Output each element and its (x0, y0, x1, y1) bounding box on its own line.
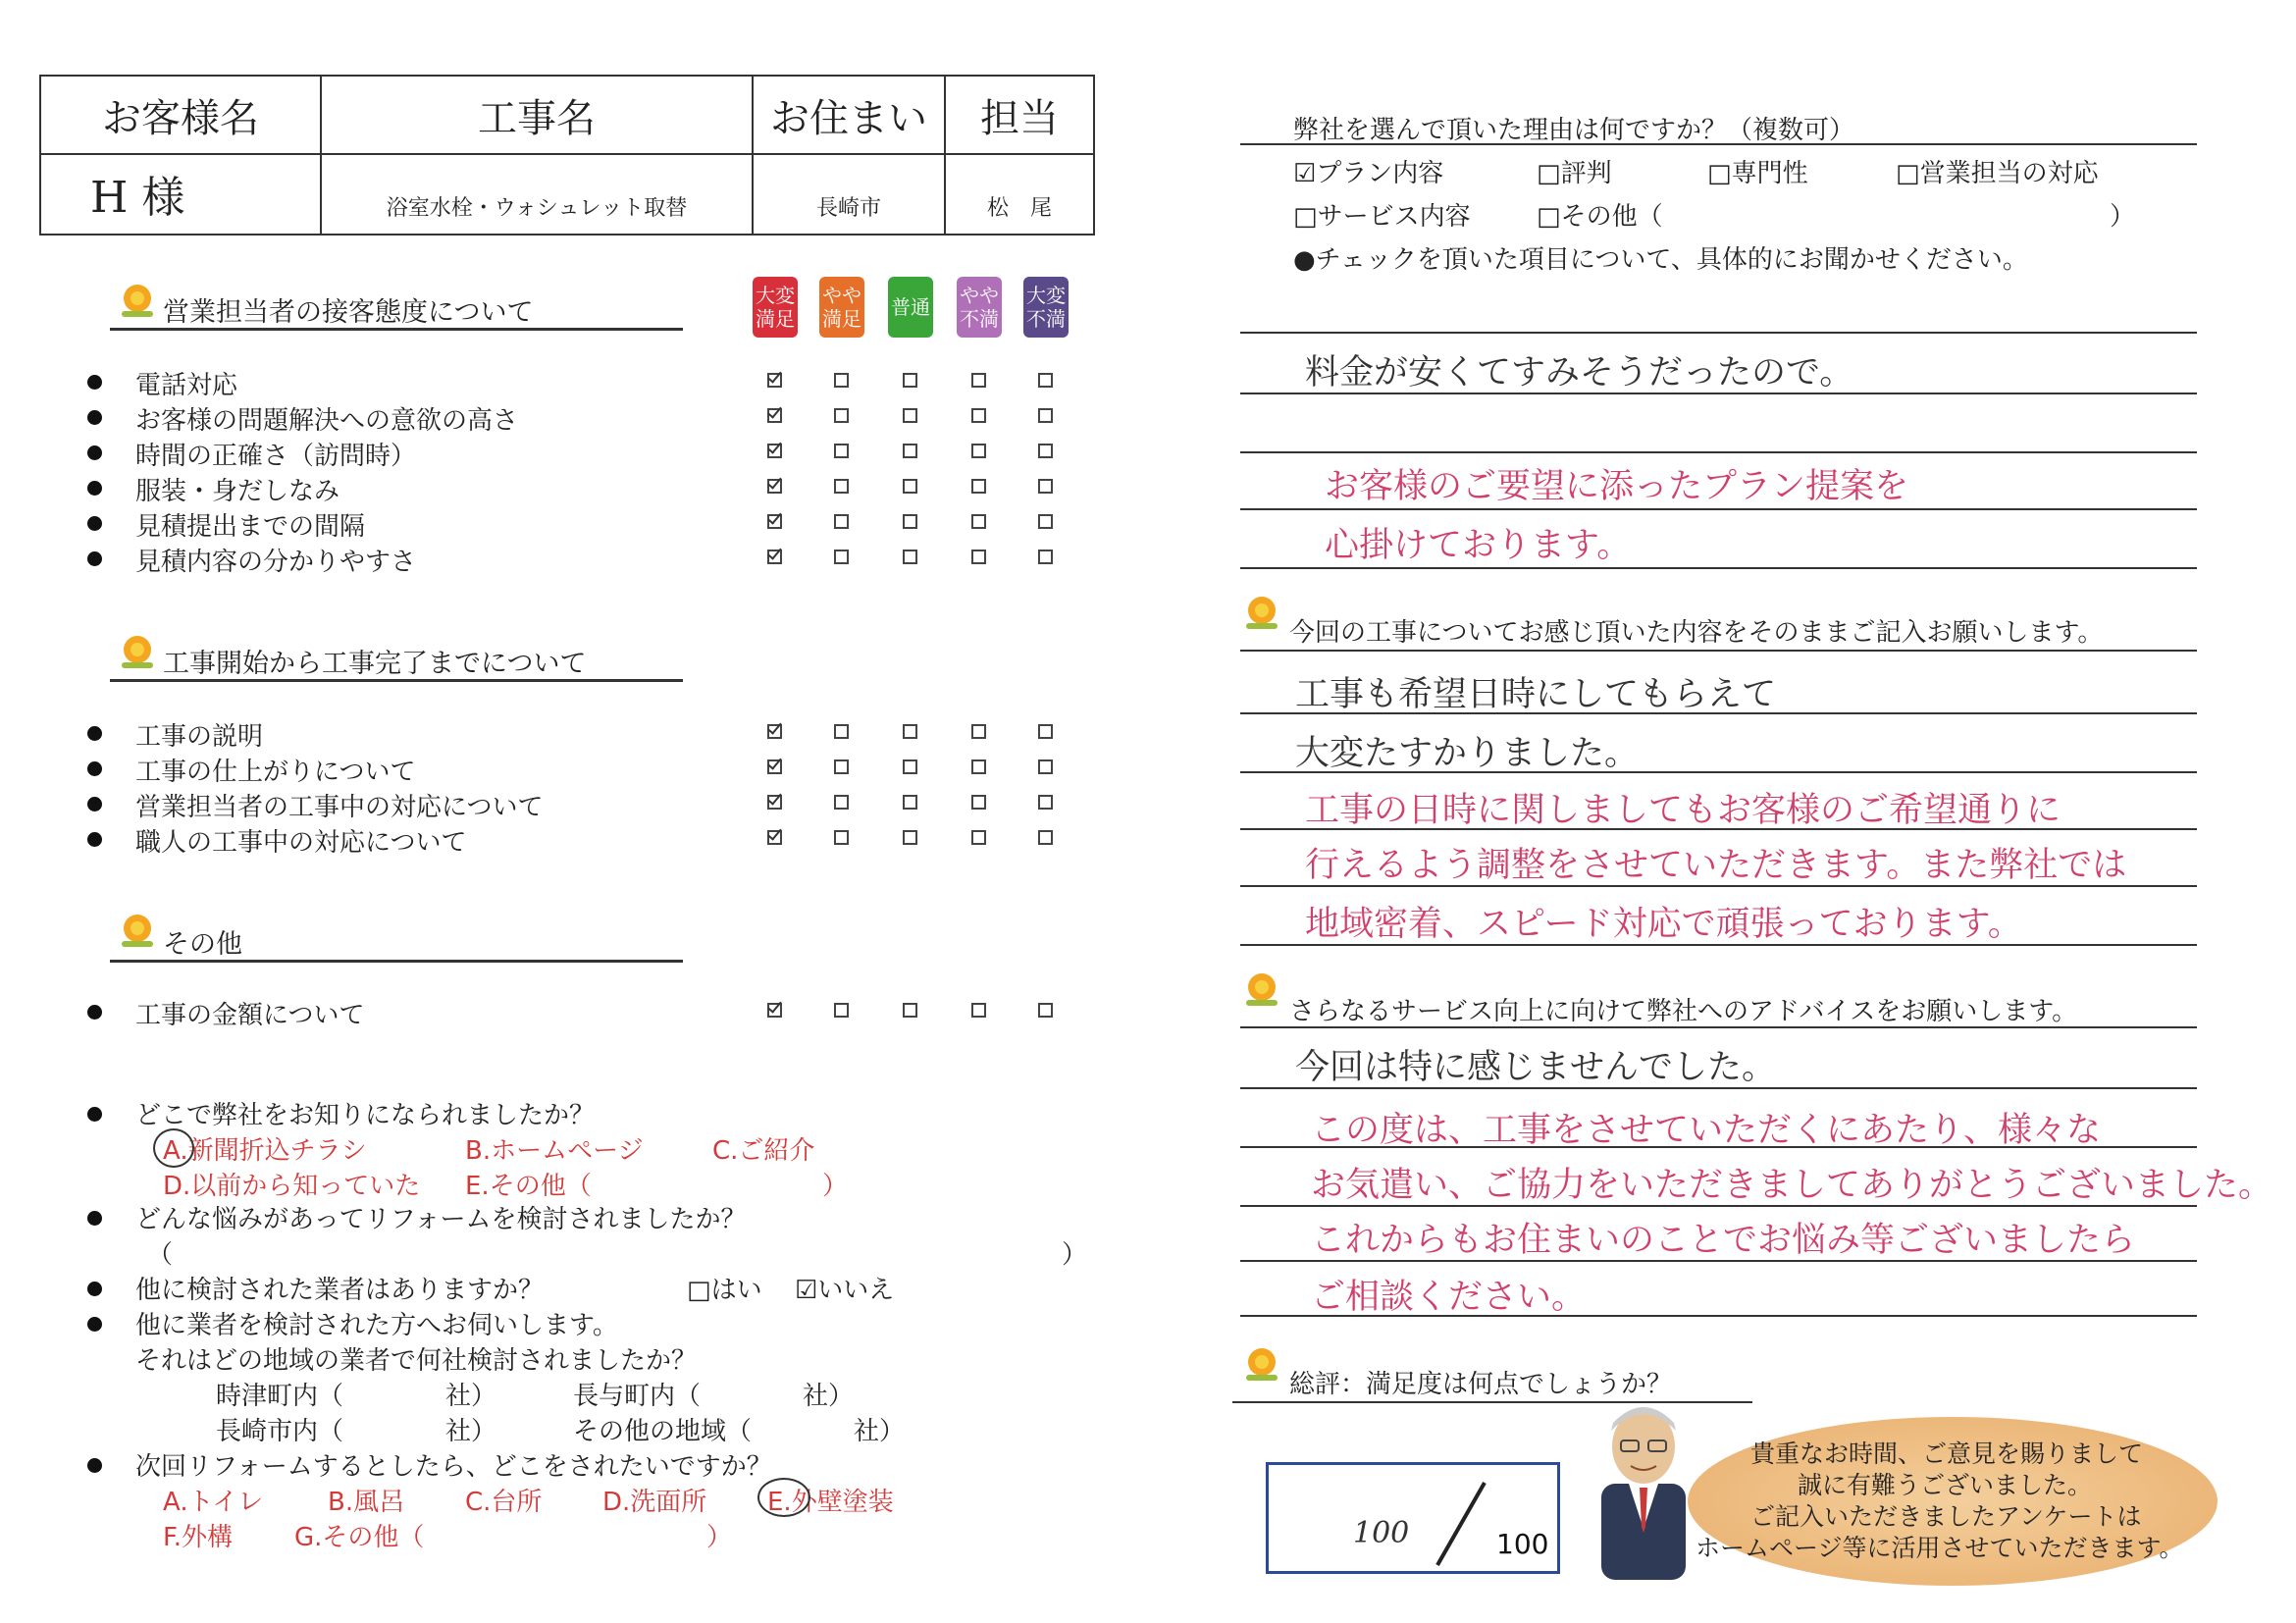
rating-item-label: 工事の仕上がりについて (135, 758, 416, 787)
q4-text-a: 他に業者を検討された方へお伺いします。 (135, 1311, 618, 1340)
reason-option-reputation: □評判 (1537, 159, 1612, 188)
rule-line (1240, 1205, 2197, 1207)
q4-area-nagayo: 長与町内（ 社） (573, 1382, 855, 1411)
rating-level-3: 普通 (888, 277, 933, 338)
rating-item-label: 服装・身だしなみ (135, 477, 340, 506)
advice-title: さらなるサービス向上に向けて弊社へのアドバイスをお願いします。 (1289, 997, 2078, 1026)
flower-icon (1244, 1348, 1279, 1384)
impression-reply-line2: 行えるよう調整をさせていただきます。また弊社では (1305, 846, 2127, 885)
rating-checkbox[interactable] (834, 479, 849, 494)
rating-checkbox[interactable] (1038, 373, 1053, 388)
bullet (87, 1282, 102, 1296)
rating-checkbox[interactable] (971, 514, 986, 529)
thanks-line1: 貴重なお時間、ご意見を賜りまして (1750, 1440, 2144, 1468)
bullet (87, 1211, 102, 1226)
rule-line (1240, 1260, 2197, 1262)
rating-checkbox[interactable] (1038, 724, 1053, 739)
rating-item-label: お客様の問題解決への意欲の高さ (135, 406, 519, 436)
bullet (87, 551, 102, 566)
flower-icon (120, 636, 155, 671)
bullet (87, 1005, 102, 1020)
reason-option-staff: □営業担当の対応 (1896, 159, 2099, 188)
impression-reply-line3: 地域密着、スピード対応で頑張っております。 (1305, 905, 2022, 944)
rating-checkbox[interactable] (767, 759, 782, 774)
bullet (87, 375, 102, 390)
q3-text: 他に検討された業者はありますか？ (135, 1276, 545, 1305)
advice-customer-comment: 今回は特に感じませんでした。 (1295, 1048, 1777, 1087)
rating-item-label: 職人の工事中の対応について (135, 828, 467, 858)
rule-line (1240, 567, 2197, 569)
impression-reply-line1: 工事の日時に関しましてもお客様のご希望通りに (1305, 791, 2061, 830)
rating-item-label: 見積内容の分かりやすさ (135, 548, 417, 577)
q5-option-f: F.外構 (163, 1523, 234, 1552)
rating-checkbox[interactable] (1038, 444, 1053, 458)
rating-checkbox[interactable] (1038, 550, 1053, 564)
rule-line (1240, 1087, 2197, 1089)
rating-checkbox[interactable] (767, 373, 782, 388)
rule-line (1240, 1146, 2197, 1148)
q5-option-a: A.トイレ (163, 1488, 264, 1517)
rating-checkbox[interactable] (903, 373, 917, 388)
bullet (87, 1317, 102, 1332)
rating-checkbox[interactable] (834, 1003, 849, 1018)
bullet (87, 761, 102, 776)
section3-title: その他 (163, 929, 242, 960)
bullet (87, 481, 102, 496)
reason-option-expertise: □専門性 (1707, 159, 1808, 188)
section3-underline (110, 960, 683, 963)
q5-option-g: G.その他（ (294, 1523, 425, 1552)
flower-icon (120, 915, 155, 950)
rule-line (1240, 1026, 2197, 1028)
bullet (87, 797, 102, 812)
advice-reply-line3: これからもお住まいのことでお悩み等ございましたら (1311, 1221, 2136, 1260)
rating-checkbox[interactable] (1038, 479, 1053, 494)
rating-checkbox[interactable] (834, 550, 849, 564)
section2-underline (110, 679, 683, 682)
flower-icon (120, 285, 155, 320)
rating-checkbox[interactable] (834, 724, 849, 739)
reason-option-plan: ☑プラン内容 (1293, 159, 1444, 188)
rule-line (1240, 944, 2197, 946)
impression-title: 今回の工事についてお感じ頂いた内容をそのままご記入お願いします。 (1289, 618, 2104, 648)
header-staff-label: 担当 (980, 95, 1059, 141)
reason-option-service: □サービス内容 (1293, 202, 1471, 232)
advice-reply-line4: ご相談ください。 (1311, 1278, 1587, 1317)
rating-checkbox[interactable] (971, 373, 986, 388)
header-customer-value: H 様 (41, 153, 322, 234)
q1-option-b: B.ホームページ (465, 1136, 644, 1166)
q4-area-nagasaki: 長崎市内（ 社） (216, 1417, 497, 1446)
reason-customer-comment: 料金が安くてすみそうだったので。 (1305, 353, 1854, 393)
rating-checkbox[interactable] (767, 550, 782, 564)
bullet (87, 726, 102, 741)
rule-line (1240, 332, 2197, 334)
thanks-line4: ホームページ等に活用させていただきます。 (1696, 1534, 2184, 1562)
rating-checkbox[interactable] (903, 1003, 917, 1018)
rating-checkbox[interactable] (767, 724, 782, 739)
header-project-label: 工事名 (322, 77, 754, 153)
rating-checkbox[interactable] (971, 795, 986, 810)
q1-text: どこで弊社をお知りになられましたか？ (135, 1101, 596, 1130)
header-project-value: 浴室水栓・ウォシュレット取替 (322, 153, 754, 234)
reason-title: 弊社を選んで頂いた理由は何ですか？（複数可） (1293, 116, 1855, 145)
header-address-value: 長崎市 (754, 153, 946, 234)
rating-checkbox[interactable] (834, 514, 849, 529)
rating-item-label: 時間の正確さ（訪問時） (135, 442, 417, 471)
rating-checkbox[interactable] (903, 479, 917, 494)
bullet (87, 516, 102, 531)
rating-checkbox[interactable] (971, 408, 986, 423)
rating-item-label: 工事の説明 (135, 722, 264, 752)
q2-text: どんな悩みがあってリフォームを検討されましたか？ (135, 1205, 747, 1234)
rating-checkbox[interactable] (971, 830, 986, 845)
score-title: 総評：満足度は何点でしょうか？ (1289, 1370, 1673, 1399)
rating-checkbox[interactable] (767, 514, 782, 529)
rating-checkbox[interactable] (1038, 514, 1053, 529)
reason-reply-line1: お客様のご要望に添ったプラン提案を (1325, 467, 1909, 506)
rating-checkbox[interactable] (834, 373, 849, 388)
score-slash (1430, 1479, 1492, 1569)
flower-icon (1244, 973, 1279, 1009)
advice-reply-line1: この度は、工事をさせていただくにあたり、様々な (1311, 1111, 2102, 1150)
q1-option-a: A.新聞折込チラシ (163, 1136, 367, 1166)
rating-checkbox[interactable] (1038, 795, 1053, 810)
q4-area-tokitsu: 時津町内（ 社） (216, 1382, 497, 1411)
rating-checkbox[interactable] (903, 759, 917, 774)
impression-customer-line1: 工事も希望日時にしてもらえて (1295, 675, 1777, 714)
staff-character-illustration (1590, 1401, 1697, 1584)
section2-title: 工事開始から工事完了までについて (163, 649, 587, 679)
rule-line (1240, 451, 2197, 453)
rating-checkbox[interactable] (903, 550, 917, 564)
rule-line (1240, 771, 2197, 773)
rule-line (1240, 393, 2197, 394)
rule-line (1240, 650, 2197, 652)
q4-area-other: その他の地域（ 社） (573, 1417, 906, 1446)
header-table (39, 75, 1095, 236)
rating-checkbox[interactable] (1038, 408, 1053, 423)
q5-selection-circle (757, 1478, 810, 1517)
q1-selection-circle (153, 1128, 194, 1168)
reason-reply-line2: 心掛けております。 (1325, 526, 1632, 565)
q5-option-e: E.外壁塗装 (767, 1488, 894, 1517)
q2-close: ） (1062, 1240, 1088, 1270)
rating-checkbox[interactable] (767, 479, 782, 494)
rating-checkbox[interactable] (834, 795, 849, 810)
rating-level-4: やや 不満 (957, 277, 1002, 338)
rating-item-label: 営業担当者の工事中の対応について (135, 793, 544, 822)
advice-reply-line2: お気遣い、ご協力をいただきましてありがとうございました。 (1311, 1166, 2273, 1205)
header-staff-value: 松 尾 (986, 195, 1052, 221)
rating-checkbox[interactable] (1038, 1003, 1053, 1018)
rating-checkbox[interactable] (767, 795, 782, 810)
rating-checkbox[interactable] (834, 408, 849, 423)
rating-checkbox[interactable] (903, 724, 917, 739)
q4-text-b: それはどの地域の業者で何社検討されましたか？ (135, 1346, 698, 1376)
bullet (87, 445, 102, 460)
rating-checkbox[interactable] (834, 759, 849, 774)
rating-checkbox[interactable] (971, 479, 986, 494)
rating-checkbox[interactable] (971, 759, 986, 774)
rating-checkbox[interactable] (971, 724, 986, 739)
rating-checkbox[interactable] (767, 444, 782, 458)
rating-checkbox[interactable] (971, 444, 986, 458)
bullet (87, 410, 102, 425)
bullet (87, 832, 102, 847)
rating-checkbox[interactable] (903, 514, 917, 529)
rating-level-2: やや 満足 (819, 277, 864, 338)
reason-prompt: ●チェックを頂いた項目について、具体的にお聞かせください。 (1293, 245, 2028, 275)
rule-line (1240, 885, 2197, 887)
section1-underline (110, 328, 683, 331)
bullet (87, 1107, 102, 1122)
q5-option-c: C.台所 (465, 1488, 543, 1517)
rating-checkbox[interactable] (1038, 759, 1053, 774)
rule-line (1240, 1315, 2197, 1317)
q1-option-e-close: ） (822, 1172, 849, 1201)
rule-line (1240, 508, 2197, 510)
rule-line (1240, 712, 2197, 714)
rating-checkbox[interactable] (903, 830, 917, 845)
rating-level-5: 大変 不満 (1023, 277, 1069, 338)
header-customer-label: お客様名 (41, 77, 322, 153)
rating-checkbox[interactable] (767, 1003, 782, 1018)
reason-option-other: □その他（ (1537, 202, 1663, 232)
impression-customer-line2: 大変たすかりました。 (1295, 734, 1640, 773)
rule-line (1240, 828, 2197, 830)
rating-checkbox[interactable] (903, 795, 917, 810)
rating-checkbox[interactable] (834, 444, 849, 458)
rating-item-label: 見積提出までの間隔 (135, 512, 366, 542)
rating-checkbox[interactable] (767, 830, 782, 845)
q3-yes: □はい (687, 1276, 762, 1305)
section1-title: 営業担当者の接客態度について (163, 297, 534, 328)
rating-checkbox[interactable] (971, 550, 986, 564)
rating-item-label: 工事の金額について (135, 1001, 365, 1030)
q5-option-g-close: ） (706, 1523, 733, 1552)
thanks-line2: 誠に有難うございました。 (1798, 1471, 2093, 1499)
rating-level-1: 大変 満足 (753, 277, 798, 338)
rating-checkbox[interactable] (1038, 830, 1053, 845)
rating-checkbox[interactable] (834, 830, 849, 845)
rating-checkbox[interactable] (903, 408, 917, 423)
header-address-label: お住まい (754, 77, 946, 153)
q2-open: （ (147, 1240, 174, 1270)
q1-option-e: E.その他（ (465, 1172, 592, 1201)
q1-option-d: D.以前から知っていた (163, 1172, 421, 1201)
thanks-line3: ご記入いただきましたアンケートは (1750, 1502, 2142, 1531)
q3-no: ☑いいえ (795, 1276, 895, 1305)
score-value: 100 (1353, 1516, 1410, 1550)
rating-checkbox[interactable] (971, 1003, 986, 1018)
q1-option-c: C.ご紹介 (712, 1136, 815, 1166)
rating-checkbox[interactable] (767, 408, 782, 423)
score-box (1266, 1462, 1560, 1574)
rating-checkbox[interactable] (903, 444, 917, 458)
reason-option-other-close: ） (2110, 202, 2136, 232)
rating-item-label: 電話対応 (135, 371, 238, 400)
rule-line (1240, 143, 2197, 145)
flower-icon (1244, 597, 1279, 632)
score-max: 100 (1496, 1528, 1549, 1560)
bullet (87, 1458, 102, 1473)
q5-option-d: D.洗面所 (602, 1488, 707, 1517)
q5-option-b: B.風呂 (328, 1488, 405, 1517)
q5-text: 次回リフォームするとしたら、どこをされたいですか？ (135, 1452, 772, 1482)
